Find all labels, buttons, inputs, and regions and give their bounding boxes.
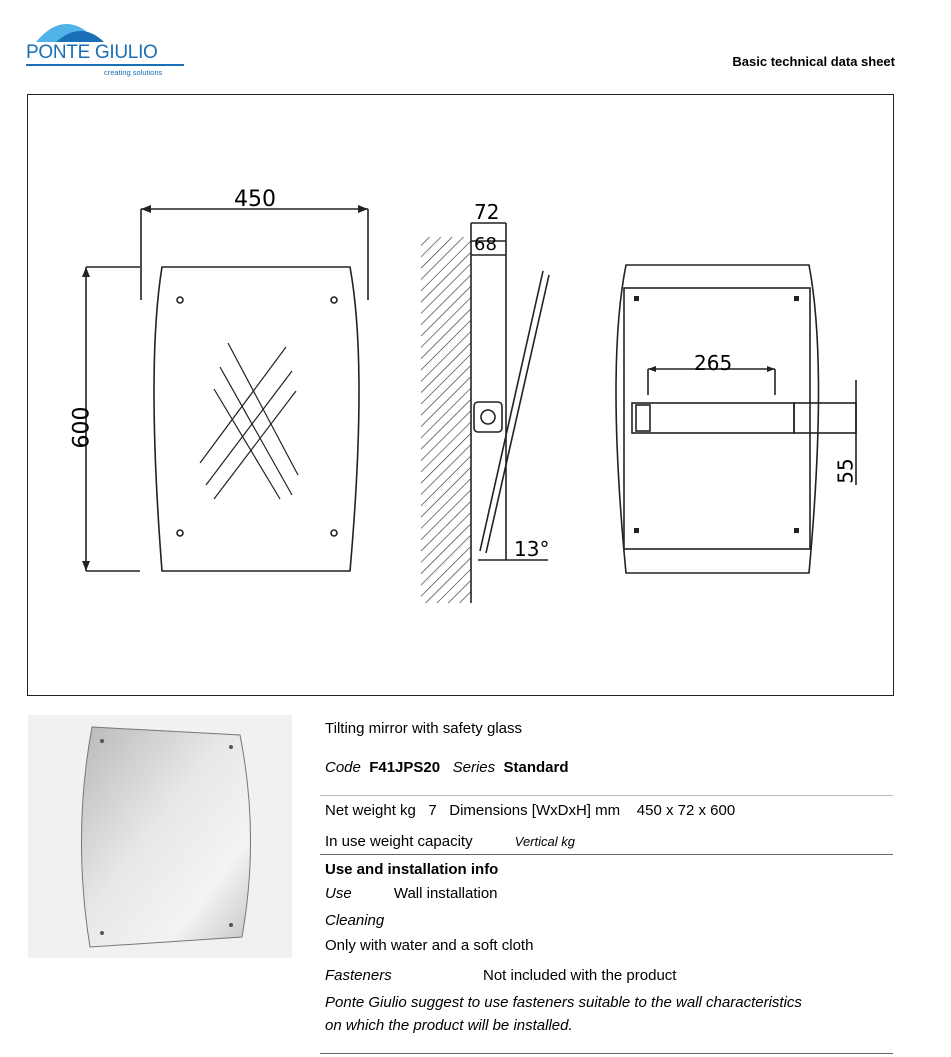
logo-underline: [26, 64, 184, 66]
net-weight-label: Net weight kg: [325, 802, 416, 819]
brand-name: PONTE GIULIO: [26, 42, 158, 63]
dim-angle-label: 13°: [514, 537, 550, 561]
cleaning-value: Only with water and a soft cloth: [325, 937, 534, 954]
mirror-image: [28, 715, 292, 958]
capacity-label: In use weight capacity: [325, 833, 473, 850]
dimensions-label: Dimensions [WxDxH] mm: [449, 802, 621, 819]
dim-offset-label: 55: [833, 458, 858, 484]
use-value: Wall installation: [393, 885, 498, 902]
fasteners-row: [325, 967, 677, 984]
divider: [320, 854, 893, 855]
code-label: Code: [325, 759, 361, 776]
dim-depth-inner-label: 68: [474, 234, 497, 255]
fasteners-note-line2: on which the product will be installed.: [325, 1017, 573, 1034]
use-label: Use: [325, 885, 352, 902]
capacity-vertical: Vertical kg: [514, 834, 575, 849]
brand-logo: [26, 12, 196, 82]
dim-bracket-label: 265: [694, 351, 733, 375]
dim-depth-label: 72: [474, 200, 500, 224]
divider: [320, 1053, 893, 1054]
dim-width-label: 450: [234, 187, 276, 212]
code-series-row: [325, 759, 569, 776]
dim-height-label: 600: [69, 406, 95, 449]
divider: [320, 795, 893, 796]
front-view: [86, 209, 368, 571]
net-weight-value: 7: [428, 802, 437, 819]
capacity-row: [325, 833, 575, 850]
sheet-title: Basic technical data sheet: [732, 54, 895, 69]
fasteners-value: Not included with the product: [483, 967, 677, 984]
back-view: [616, 265, 856, 573]
cleaning-label: Cleaning: [325, 912, 385, 929]
product-description: Tilting mirror with safety glass: [325, 720, 522, 737]
series-label: Series: [452, 759, 496, 776]
usage-heading: Use and installation info: [325, 861, 499, 878]
fasteners-note-line1: Ponte Giulio suggest to use fasteners suitable to the wall characteristics: [325, 994, 802, 1011]
weight-dimensions-row: [325, 802, 735, 819]
fasteners-label: Fasteners: [325, 967, 392, 984]
dimensions-value: 450 x 72 x 600: [636, 802, 736, 819]
code-value: F41JPS20: [369, 759, 441, 776]
series-value: Standard: [503, 759, 569, 776]
technical-drawing: [27, 94, 894, 696]
brand-tagline: creating solutions: [104, 68, 163, 77]
drawing-canvas: [28, 95, 895, 697]
product-photo: [28, 715, 292, 958]
use-row: [325, 885, 498, 902]
